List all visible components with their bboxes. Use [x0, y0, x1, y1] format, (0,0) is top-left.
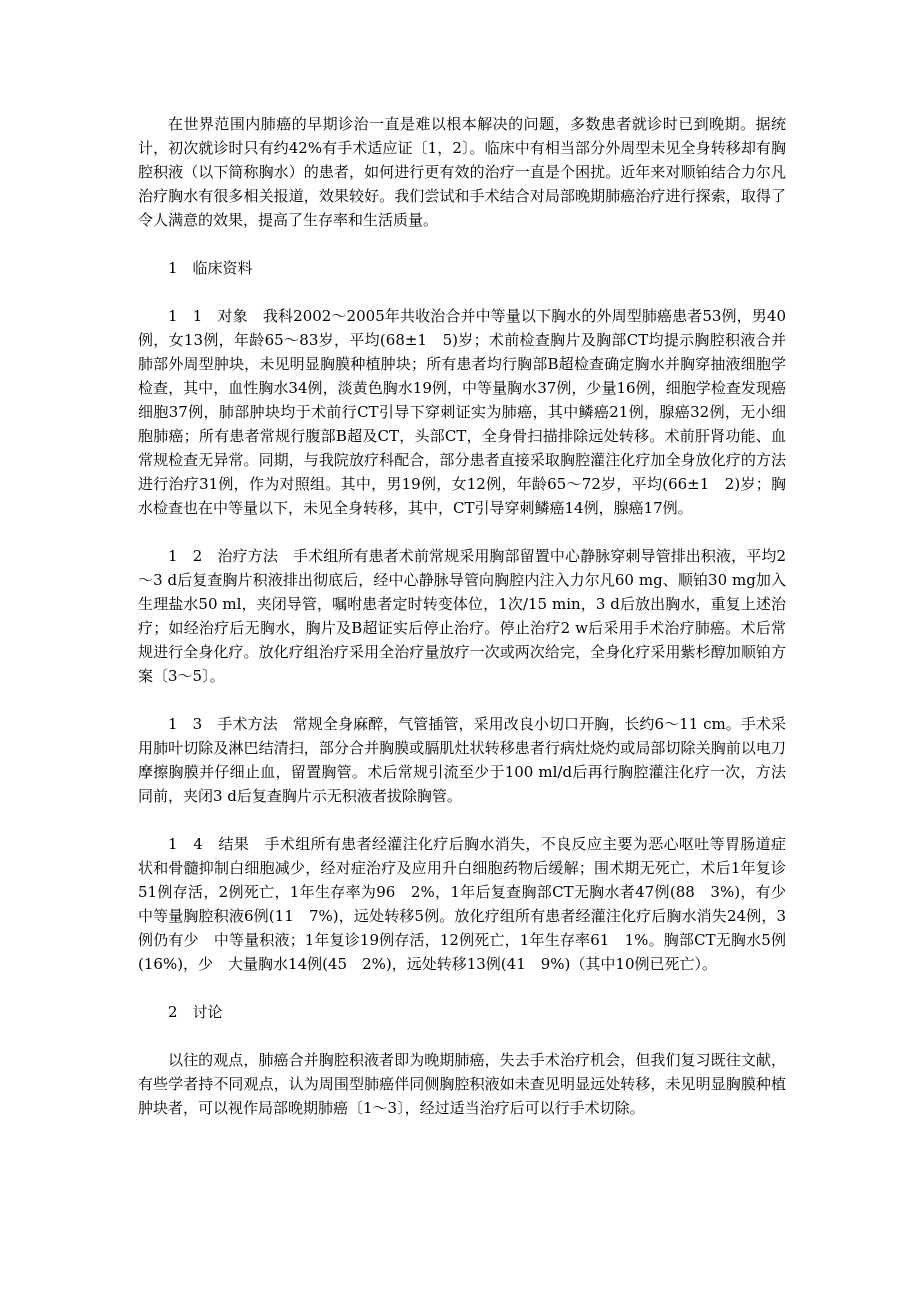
subsection-1-3-paragraph: 1 3 手术方法 常规全身麻醉，气管插管，采用改良小切口开胸，长约6～11 cm。手术采用肺叶切除及淋巴结清扫，部分合并胸膜或膈肌灶状转移患者行病灶烧灼或局部切除关胸前以电刀摩擦胸膜并仔细止血，留置胸管。术后常规引流至少于100 ml/d后再行胸腔灌注化疗一次，方法同前，夹闭3 d后复查胸片示无积液者拔除胸管。 — [138, 715, 786, 805]
subsection-1-2-paragraph: 1 2 治疗方法 手术组所有患者术前常规采用胸部留置中心静脉穿刺导管排出积液，平均2～3 d后复查胸片积液排出彻底后，经中心静脉导管向胸腔内注入力尔凡60 mg、顺铂30 mg加入生理盐水50 ml，夹闭导管，嘱咐患者定时转变体位，1次/15 min，3 d后放出胸水，重复上述治疗；如经治疗后无胸水，胸片及B超证实后停止治疗。停止治疗2 w后采用手术治疗肺癌。术后常规进行全身化疗。放化疗组治疗采用全治疗量放疗一次或两次给完，全身化疗采用紫杉醇加顺铂方案〔3～5〕。 — [138, 547, 786, 685]
section-2-heading: 2 讨论 — [168, 1003, 223, 1021]
section-1-heading: 1 临床资料 — [168, 259, 253, 277]
document-body — [138, 112, 802, 1144]
subsection-1-4-paragraph: 1 4 结果 手术组所有患者经灌注化疗后胸水消失，不良反应主要为恶心呕吐等胃肠道症状和骨髓抑制白细胞减少，经对症治疗及应用升白细胞药物后缓解；围术期无死亡，术后1年复诊51例存活，2例死亡，1年生存率为96 2%，1年后复查胸部CT无胸水者47例(88 3%)，有少 中等量胸腔积液6例(11 7%)，远处转移5例。放化疗组所有患者经灌注化疗后胸水消失24例，3例仍有少 中等量积液；1年复诊19例存活，12例死亡，1年生存率61 1%。胸部CT无胸水5例(16%)，少 大量胸水14例(45 2%)，远处转移13例(41 9%)（其中10例已死亡）。 — [138, 835, 802, 973]
discussion-paragraph: 以往的观点，肺癌合并胸腔积液者即为晚期肺癌，失去手术治疗机会，但我们复习既往文献，有些学者持不同观点，认为周围型肺癌伴同侧胸腔积液如未查见明显远处转移，未见明显胸膜种植肿块者，可以视作局部晚期肺癌〔1～3〕，经过适当治疗后可以行手术切除。 — [138, 1051, 786, 1117]
subsection-1-1-paragraph: 1 1 对象 我科2002～2005年共收治合并中等量以下胸水的外周型肺癌患者53例，男40例，女13例，年龄65～83岁，平均(68±1 5)岁；术前检查胸片及胸部CT均提示胸腔积液合并肺部外周型肿块，未见明显胸膜种植肿块；所有患者均行胸部B超检查确定胸水并胸穿抽液细胞学检查，其中，血性胸水34例，淡黄色胸水19例，中等量胸水37例，少量16例，细胞学检查发现癌细胞37例，肺部肿块均于术前行CT引导下穿刺证实为肺癌，其中鳞癌21例，腺癌32例，无小细胞肺癌；所有患者常规行腹部B超及CT，头部CT，全身骨扫描排除远处转移。术前肝肾功能、血常规检查无异常。同期，与我院放疗科配合，部分患者直接采取胸腔灌注化疗加全身放化疗的方法进行治疗31例，作为对照组。其中，男19例，女12例，年龄65～72岁，平均(66±1 2)岁；胸水检查也在中等量以下，未见全身转移，其中，CT引导穿刺鳞癌14例，腺癌17例。 — [138, 307, 786, 517]
intro-paragraph: 在世界范围内肺癌的早期诊治一直是难以根本解决的问题，多数患者就诊时已到晚期。据统计，初次就诊时只有约42%有手术适应证〔1，2〕。临床中有相当部分外周型未见全身转移却有胸腔积液（以下简称胸水）的患者，如何进行更有效的治疗一直是个困扰。近年来对顺铂结合力尔凡治疗胸水有很多相关报道，效果较好。我们尝试和手术结合对局部晚期肺癌治疗进行探索，取得了令人满意的效果，提高了生存率和生活质量。 — [138, 115, 786, 229]
